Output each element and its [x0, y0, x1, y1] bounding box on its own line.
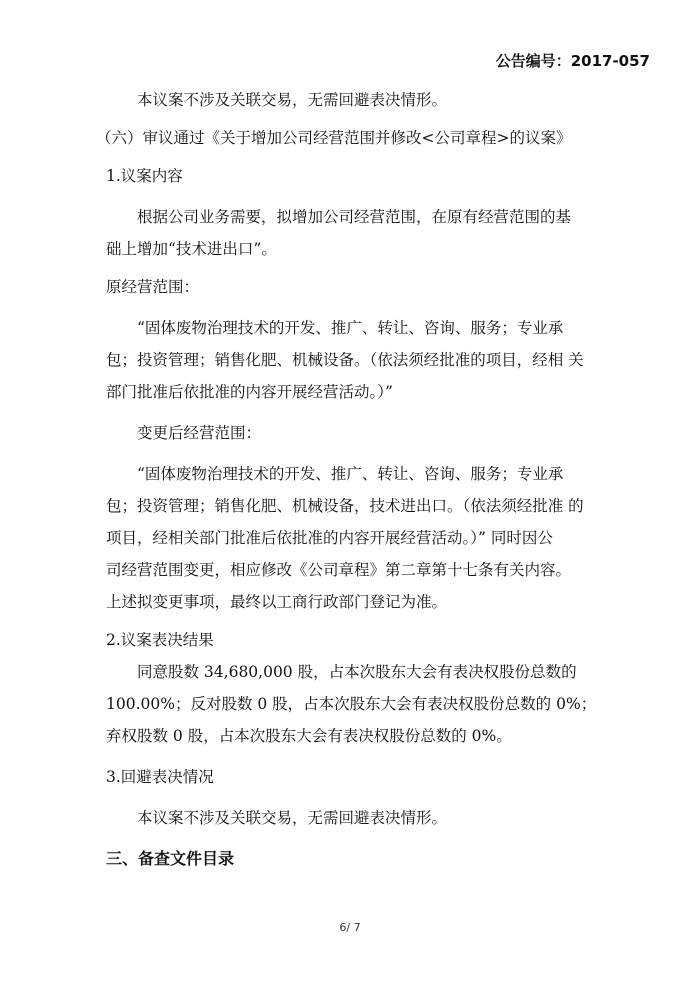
paragraph-line: 100.00%；反对股数 0 股，占本次股东大会有表决权股份总数的 0%；	[106, 695, 597, 713]
subsection-heading: 1.议案内容	[106, 167, 183, 185]
announcement-number: 公告编号：2017-057	[495, 52, 650, 70]
document-body	[96, 84, 597, 875]
subsection-heading: 2.议案表决结果	[106, 631, 214, 649]
page-number: 6/ 7	[339, 921, 361, 934]
paragraph-line: 项目，经相关部门批准后依批准的内容开展经营活动。）” 同时因公	[106, 529, 553, 547]
paragraph-line: “固体废物治理技术的开发、推广、转让、咨询、服务；专业承	[137, 319, 564, 337]
paragraph-line: “固体废物治理技术的开发、推广、转让、咨询、服务；专业承	[137, 465, 564, 483]
paragraph-line: 部门批准后依批准的内容开展经营活动。）”	[106, 383, 393, 401]
paragraph-line: 原经营范围：	[106, 278, 200, 296]
paragraph-line: 变更后经营范围：	[137, 424, 262, 442]
paragraph-line: 弃权股数 0 股，占本次股东大会有表决权股份总数的 0%。	[106, 727, 512, 745]
motion-title: （六）审议通过《关于增加公司经营范围并修改<公司章程>的议案》	[96, 129, 572, 147]
paragraph-line: 础上增加“技术进出口”。	[106, 240, 277, 258]
paragraph-line: 根据公司业务需要，拟增加公司经营范围，在原有经营范围的基	[137, 208, 572, 226]
paragraph-line: 本议案不涉及关联交易，无需回避表决情形。	[137, 809, 448, 827]
paragraph-line: 上述拟变更事项，最终以工商行政部门登记为准。	[106, 593, 448, 611]
paragraph-line: 同意股数 34,680,000 股，占本次股东大会有表决权股份总数的	[137, 663, 577, 681]
subsection-heading: 3.回避表决情况	[106, 768, 214, 786]
paragraph-line: 本议案不涉及关联交易，无需回避表决情形。	[137, 91, 448, 109]
paragraph-line: 包；投资管理；销售化肥、机械设备，技术进出口。（依法须经批准 的	[106, 497, 584, 515]
paragraph-line: 司经营范围变更，相应修改《公司章程》第二章第十七条有关内容。	[106, 561, 572, 579]
paragraph-line: 包；投资管理；销售化肥、机械设备。（依法须经批准的项目，经相 关	[106, 351, 584, 369]
section-title: 三、备查文件目录	[106, 849, 235, 868]
